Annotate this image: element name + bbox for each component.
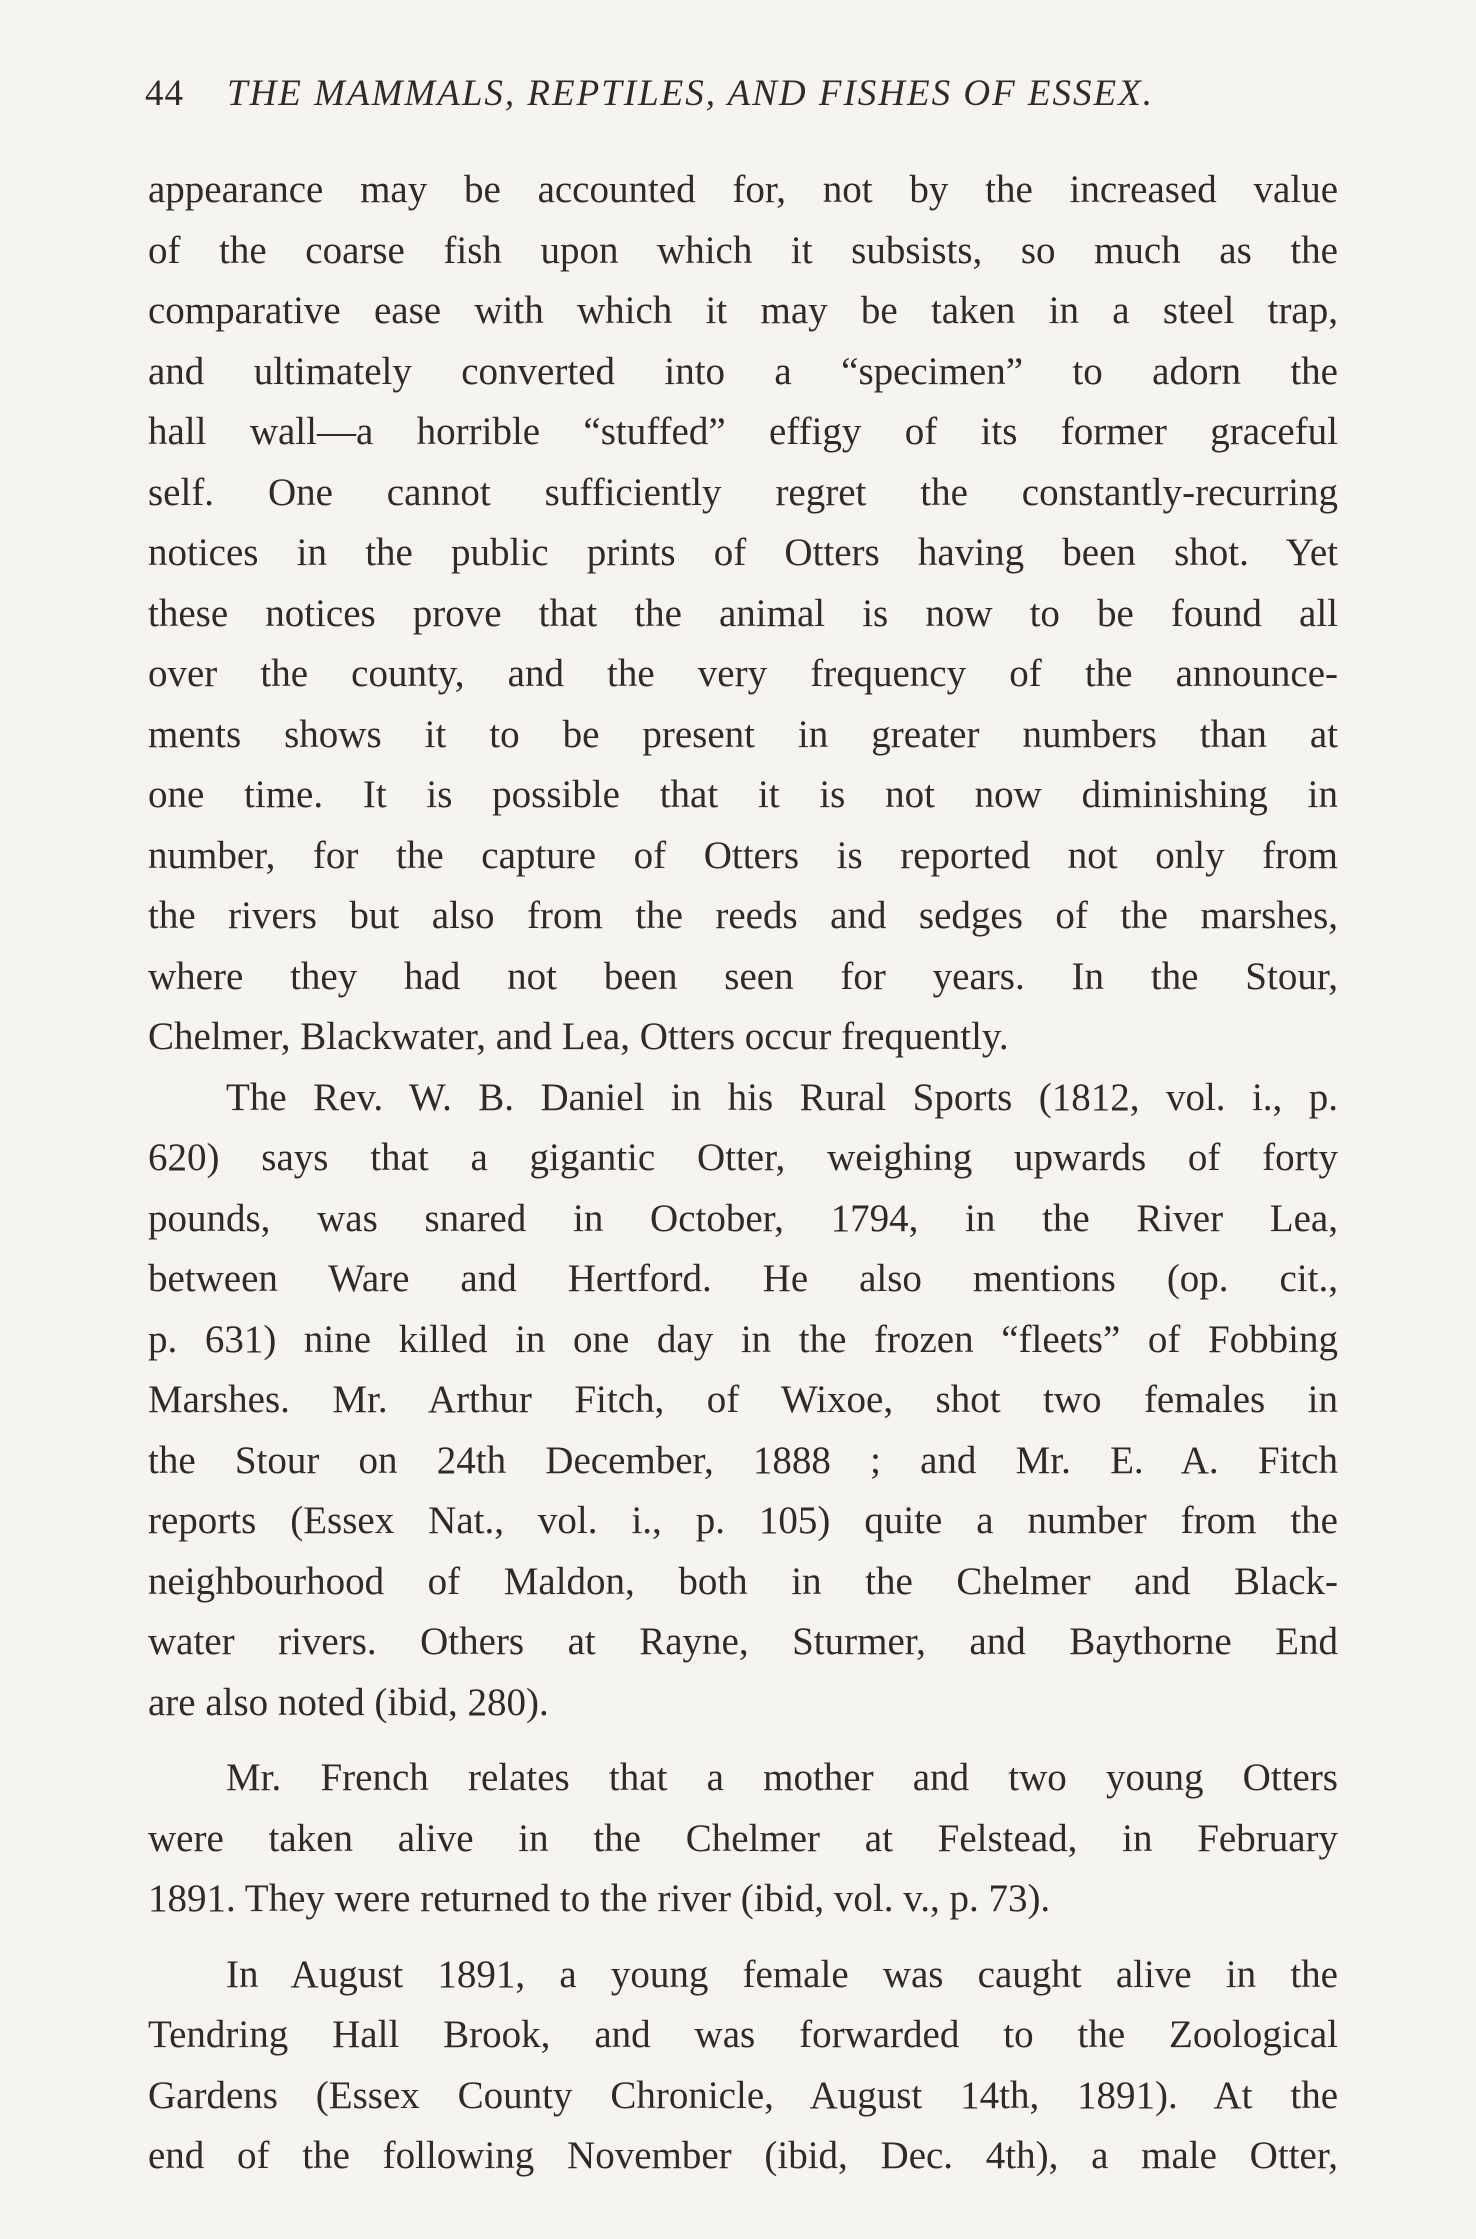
running-head xyxy=(145,72,1345,115)
text-line: were taken alive in the Chelmer at Felstead, in February xyxy=(148,1816,1338,1860)
text-line: reports (Essex Nat., vol. i., p. 105) quite a number from the xyxy=(148,1499,1338,1542)
text-line: the Stour on 24th December, 1888 ; and Mr. E. A. Fitch xyxy=(148,1438,1338,1482)
text-line: of the coarse fish upon which it subsists, so much as the xyxy=(148,228,1338,272)
text-line: where they had not been seen for years. In the Stour, xyxy=(148,954,1338,998)
text-line: self. One cannot sufficiently regret the constantly-recurring xyxy=(148,470,1338,514)
text-line: over the county, and the very frequency of the announce- xyxy=(148,652,1338,695)
text-line: Tendring Hall Brook, and was forwarded to the Zoological xyxy=(148,2013,1338,2056)
text-line: In August 1891, a young female was caught alive in the xyxy=(226,1952,1338,1996)
running-title: THE MAMMALS, REPTILES, AND FISHES OF ESSEX. xyxy=(227,73,1154,114)
text-line: 1891. They were returned to the river (ibid, vol. v., p. 73). xyxy=(148,1877,1051,1920)
body-text xyxy=(148,160,1338,2187)
text-line: Chelmer, Blackwater, and Lea, Otters occur frequently. xyxy=(148,1015,1009,1058)
text-line: p. 631) nine killed in one day in the frozen “fleets” of Fobbing xyxy=(148,1317,1338,1361)
text-line: between Ware and Hertford. He also mentions (op. cit., xyxy=(148,1257,1338,1300)
text-line: notices in the public prints of Otters having been shot. Yet xyxy=(148,531,1338,574)
text-line: ments shows it to be present in greater numbers than at xyxy=(148,712,1338,756)
text-line: The Rev. W. B. Daniel in his Rural Sports (1812, vol. i., p. xyxy=(226,1075,1338,1119)
text-line: end of the following November (ibid, Dec. 4th), a male Otter, xyxy=(148,2134,1338,2177)
text-line: Gardens (Essex County Chronicle, August 14th, 1891). At the xyxy=(148,2073,1338,2117)
text-line: the rivers but also from the reeds and sedges of the marshes, xyxy=(148,894,1338,937)
text-line: Marshes. Mr. Arthur Fitch, of Wixoe, shot two females in xyxy=(148,1378,1338,1421)
text-line: one time. It is possible that it is not now diminishing in xyxy=(148,773,1338,816)
text-line: comparative ease with which it may be taken in a steel trap, xyxy=(148,289,1338,332)
text-line: neighbourhood of Maldon, both in the Chelmer and Black- xyxy=(148,1559,1338,1603)
text-line: are also noted (ibid, 280). xyxy=(148,1680,549,1724)
text-line: number, for the capture of Otters is reported not only from xyxy=(148,833,1338,877)
page-number: 44 xyxy=(145,73,184,114)
text-line: Mr. French relates that a mother and two young Otters xyxy=(226,1756,1338,1799)
text-line: pounds, was snared in October, 1794, in the River Lea, xyxy=(148,1196,1338,1240)
text-line: these notices prove that the animal is now to be found all xyxy=(148,591,1338,635)
text-line: appearance may be accounted for, not by the increased value xyxy=(148,168,1338,211)
text-line: 620) says that a gigantic Otter, weighing upwards of forty xyxy=(148,1136,1338,1179)
text-line: and ultimately converted into a “specimen” to adorn the xyxy=(148,349,1338,393)
text-line: water rivers. Others at Rayne, Sturmer, and Baythorne End xyxy=(148,1620,1338,1663)
text-line: hall wall—a horrible “stuffed” effigy of its former graceful xyxy=(148,410,1338,453)
